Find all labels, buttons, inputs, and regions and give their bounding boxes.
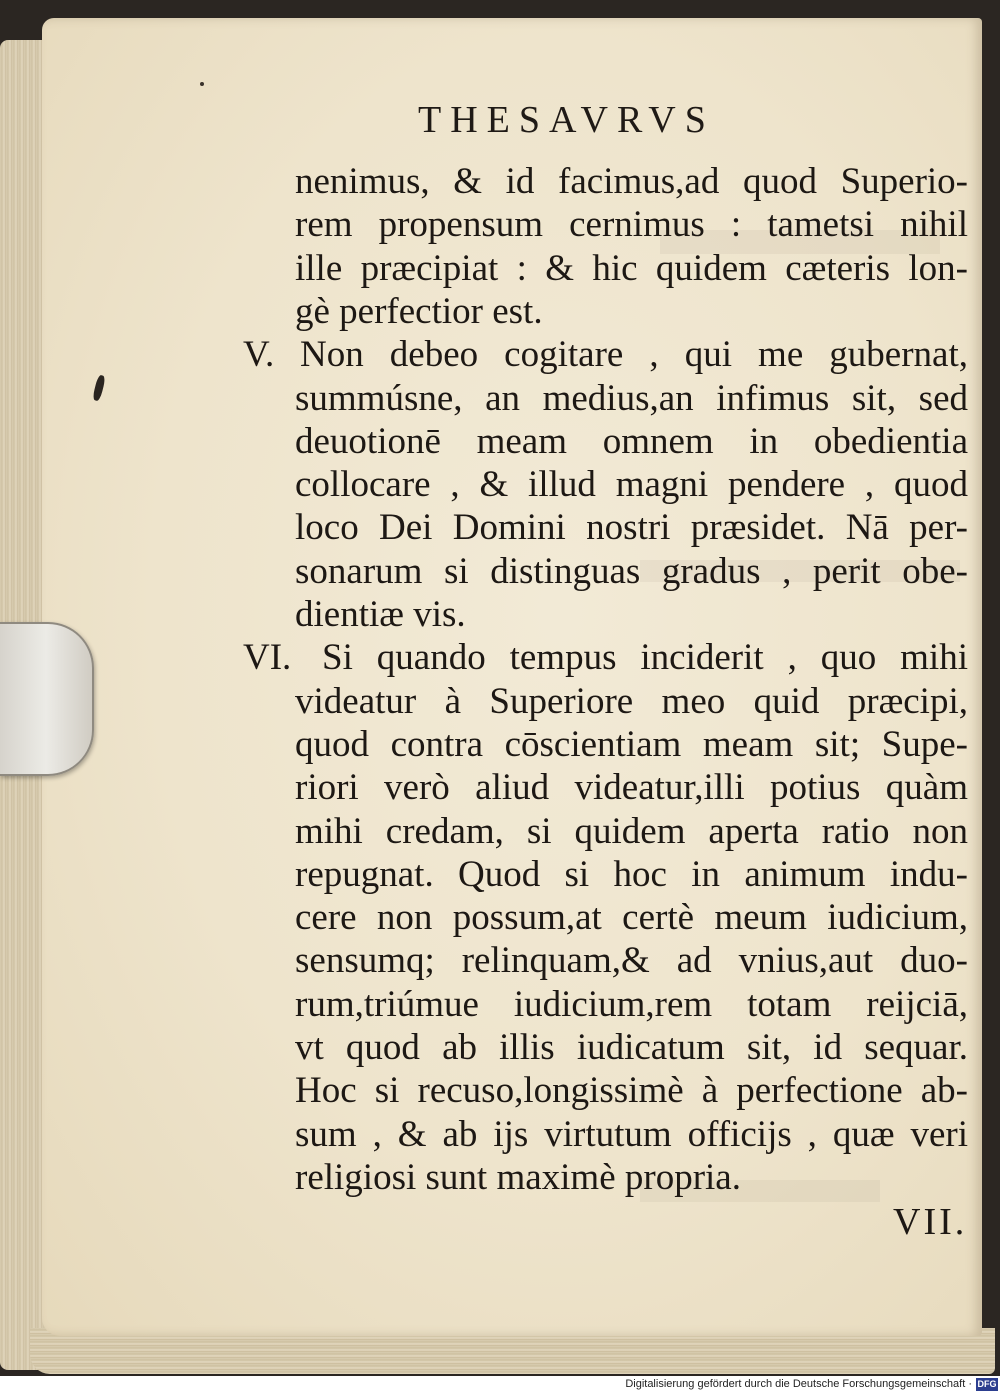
text-line: sensumq; relinquam,& ad vnius,aut duo- (295, 940, 968, 982)
paragraph-numeral: V. (243, 334, 275, 376)
ink-speck (200, 82, 204, 86)
text-line: ille præcipiat : & hic quidem cæteris lon- (295, 247, 968, 289)
text-line: Hoc si recuso,longissimè à perfectione ab- (295, 1070, 968, 1112)
text-line: sum , & ab ijs virtutum officijs , quæ veri (295, 1113, 968, 1155)
text-line: deuotionē meam omnem in obedientia (295, 420, 968, 462)
catchword: VII. (893, 1201, 968, 1243)
text-line: videatur à Superiore meo quid præcipi, (295, 680, 968, 722)
text-line: vt quod ab illis iudicatum sit, id sequar. (295, 1027, 968, 1068)
paragraph-numeral: VI. (243, 637, 292, 679)
text-line: loco Dei Domini nostri præsidet. Nā per- (295, 507, 968, 549)
text-line: cere non possum,at certè meum iudicium, (295, 897, 968, 939)
text-line: Non debeo cogitare , qui me gubernat, (300, 334, 968, 376)
text-line: mihi credam, si quidem aperta ratio non (295, 810, 968, 852)
text-line: dientiæ vis. (295, 594, 466, 635)
digitization-credit: Digitalisierung gefördert durch die Deutsche Forschungsgemeinschaft · (625, 1378, 972, 1390)
text-line: Si quando tempus inciderit , quo mihi (322, 637, 968, 679)
dfg-logo: DFG (977, 1379, 997, 1389)
running-head: THESAVRVS (418, 99, 715, 141)
text-line: religiosi sunt maximè propria. (295, 1156, 741, 1198)
text-line: nenimus, & id facimus,ad quod Superio- (295, 161, 968, 202)
text-line: sonarum si distinguas gradus , perit obe- (295, 550, 968, 592)
text-line: riori verò aliud videatur,illi potius quàm (295, 767, 968, 809)
text-line: rum,triúmue iudicium,rem totam reijciā, (295, 983, 968, 1025)
text-line: rem propensum cernimus : tametsi nihil (295, 204, 968, 246)
text-line: quod contra cōscientiam meam sit; Supe- (295, 723, 968, 765)
page-clamp (0, 622, 94, 776)
text-line: collocare , & illud magni pendere , quod (295, 464, 968, 506)
text-line: summúsne, an medius,an infimus sit, sed (295, 377, 968, 419)
text-line: repugnat. Quod si hoc in animum indu- (295, 853, 968, 895)
text-line: gè perfectior est. (295, 290, 543, 332)
